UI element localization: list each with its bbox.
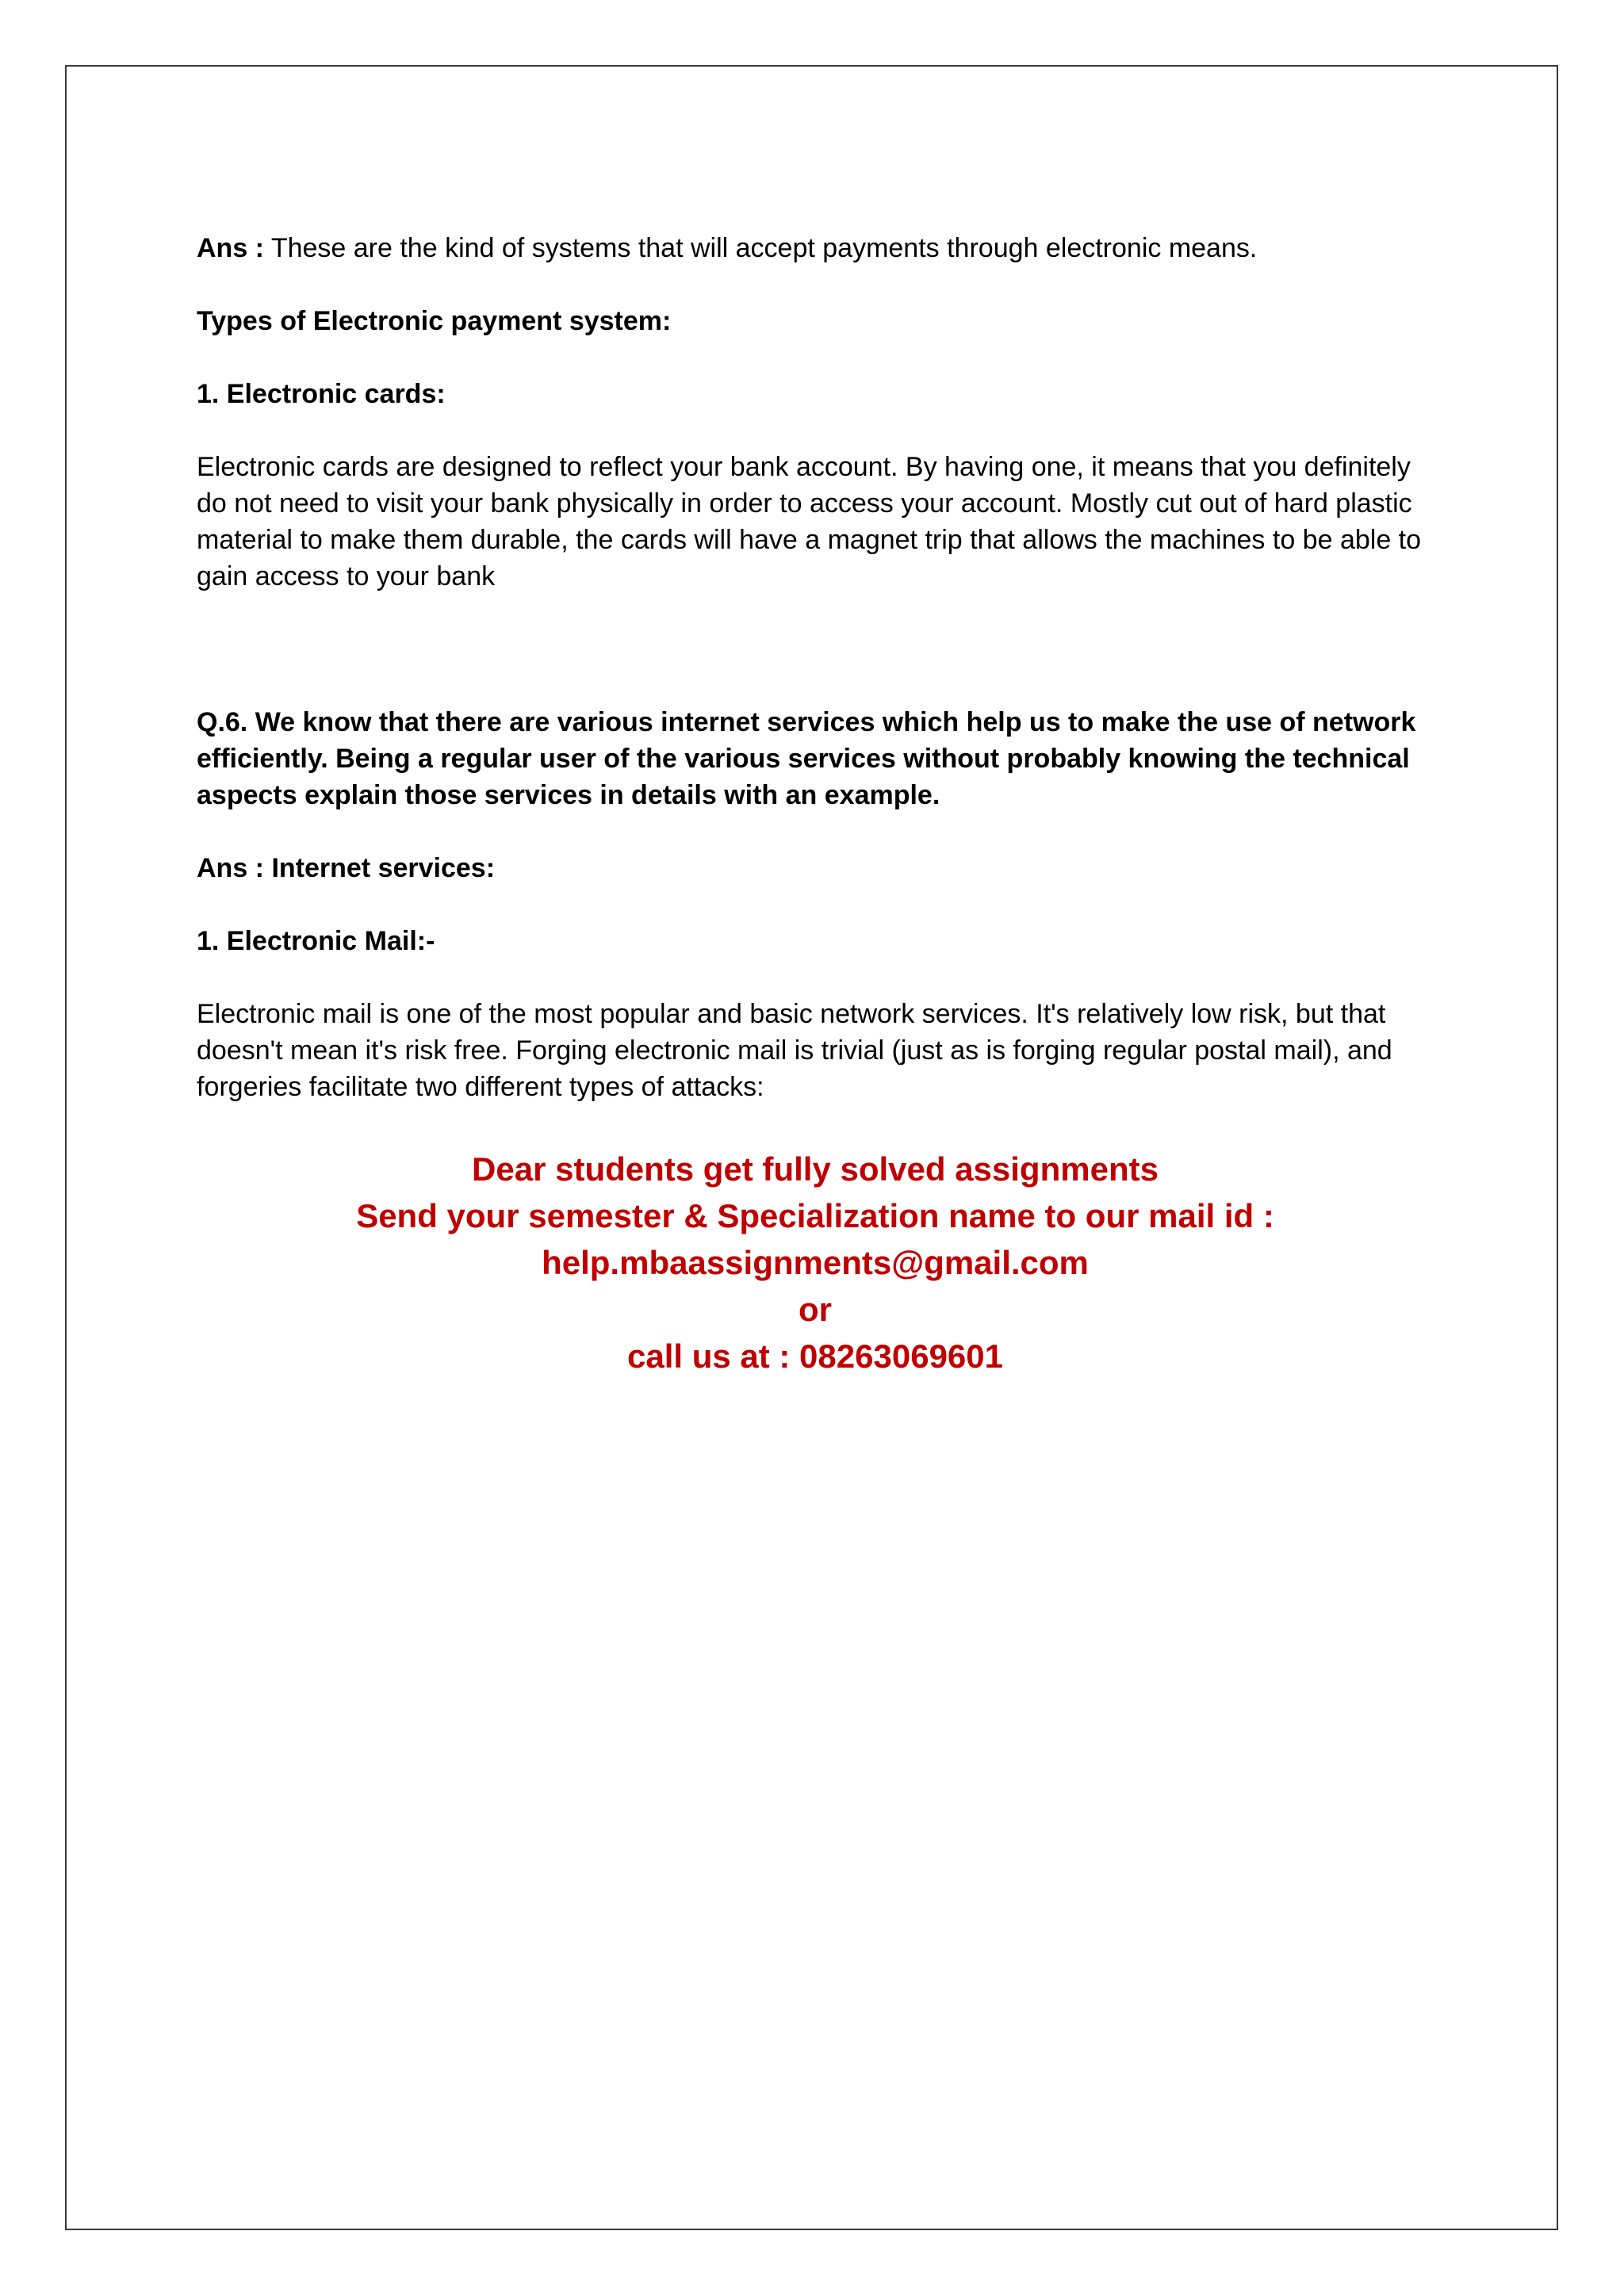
cards-heading: 1. Electronic cards: (197, 379, 446, 409)
mail-heading: 1. Electronic Mail:- (197, 926, 435, 956)
answer-2-heading: Ans : Internet services: (197, 853, 496, 883)
answer-label: Ans : (197, 233, 264, 263)
promo-block (197, 1146, 1434, 1380)
promo-or: or (799, 1291, 832, 1328)
promo-email: help.mbaassignments@gmail.com (542, 1244, 1089, 1281)
mail-paragraph: Electronic mail is one of the most popular and basic network services. It's relatively low risk, but that doesn't mean it's risk free. Forging electronic mail is trivial (just as is forging regular postal mail), and forgeries facilitate two different types of attacks: (197, 999, 1392, 1102)
promo-line-2: Send your semester & Specialization name to our mail id : (356, 1197, 1274, 1234)
cards-paragraph: Electronic cards are designed to reflect your bank account. By having one, it means that you definitely do not need to visit your bank physically in order to access your account. Mostly cut out of hard plastic material to make them durable, the cards will have a magnet trip that allows the machines to be able to gain access to your bank (197, 452, 1422, 591)
promo-phone: call us at : 08263069601 (626, 1337, 1004, 1375)
document-body (197, 230, 1434, 1142)
question-6: Q.6. We know that there are various internet services which help us to make the use of network efficiently. Being a regular user of the various services without probably knowing the technical aspects explain those services in details with an example. (197, 707, 1416, 810)
answer-text: These are the kind of systems that will accept payments through electronic means. (264, 233, 1258, 263)
promo-line-1: Dear students get fully solved assignments (472, 1150, 1159, 1188)
answer-paragraph (197, 230, 1434, 266)
spacer (197, 631, 1434, 704)
types-heading: Types of Electronic payment system: (197, 306, 672, 336)
